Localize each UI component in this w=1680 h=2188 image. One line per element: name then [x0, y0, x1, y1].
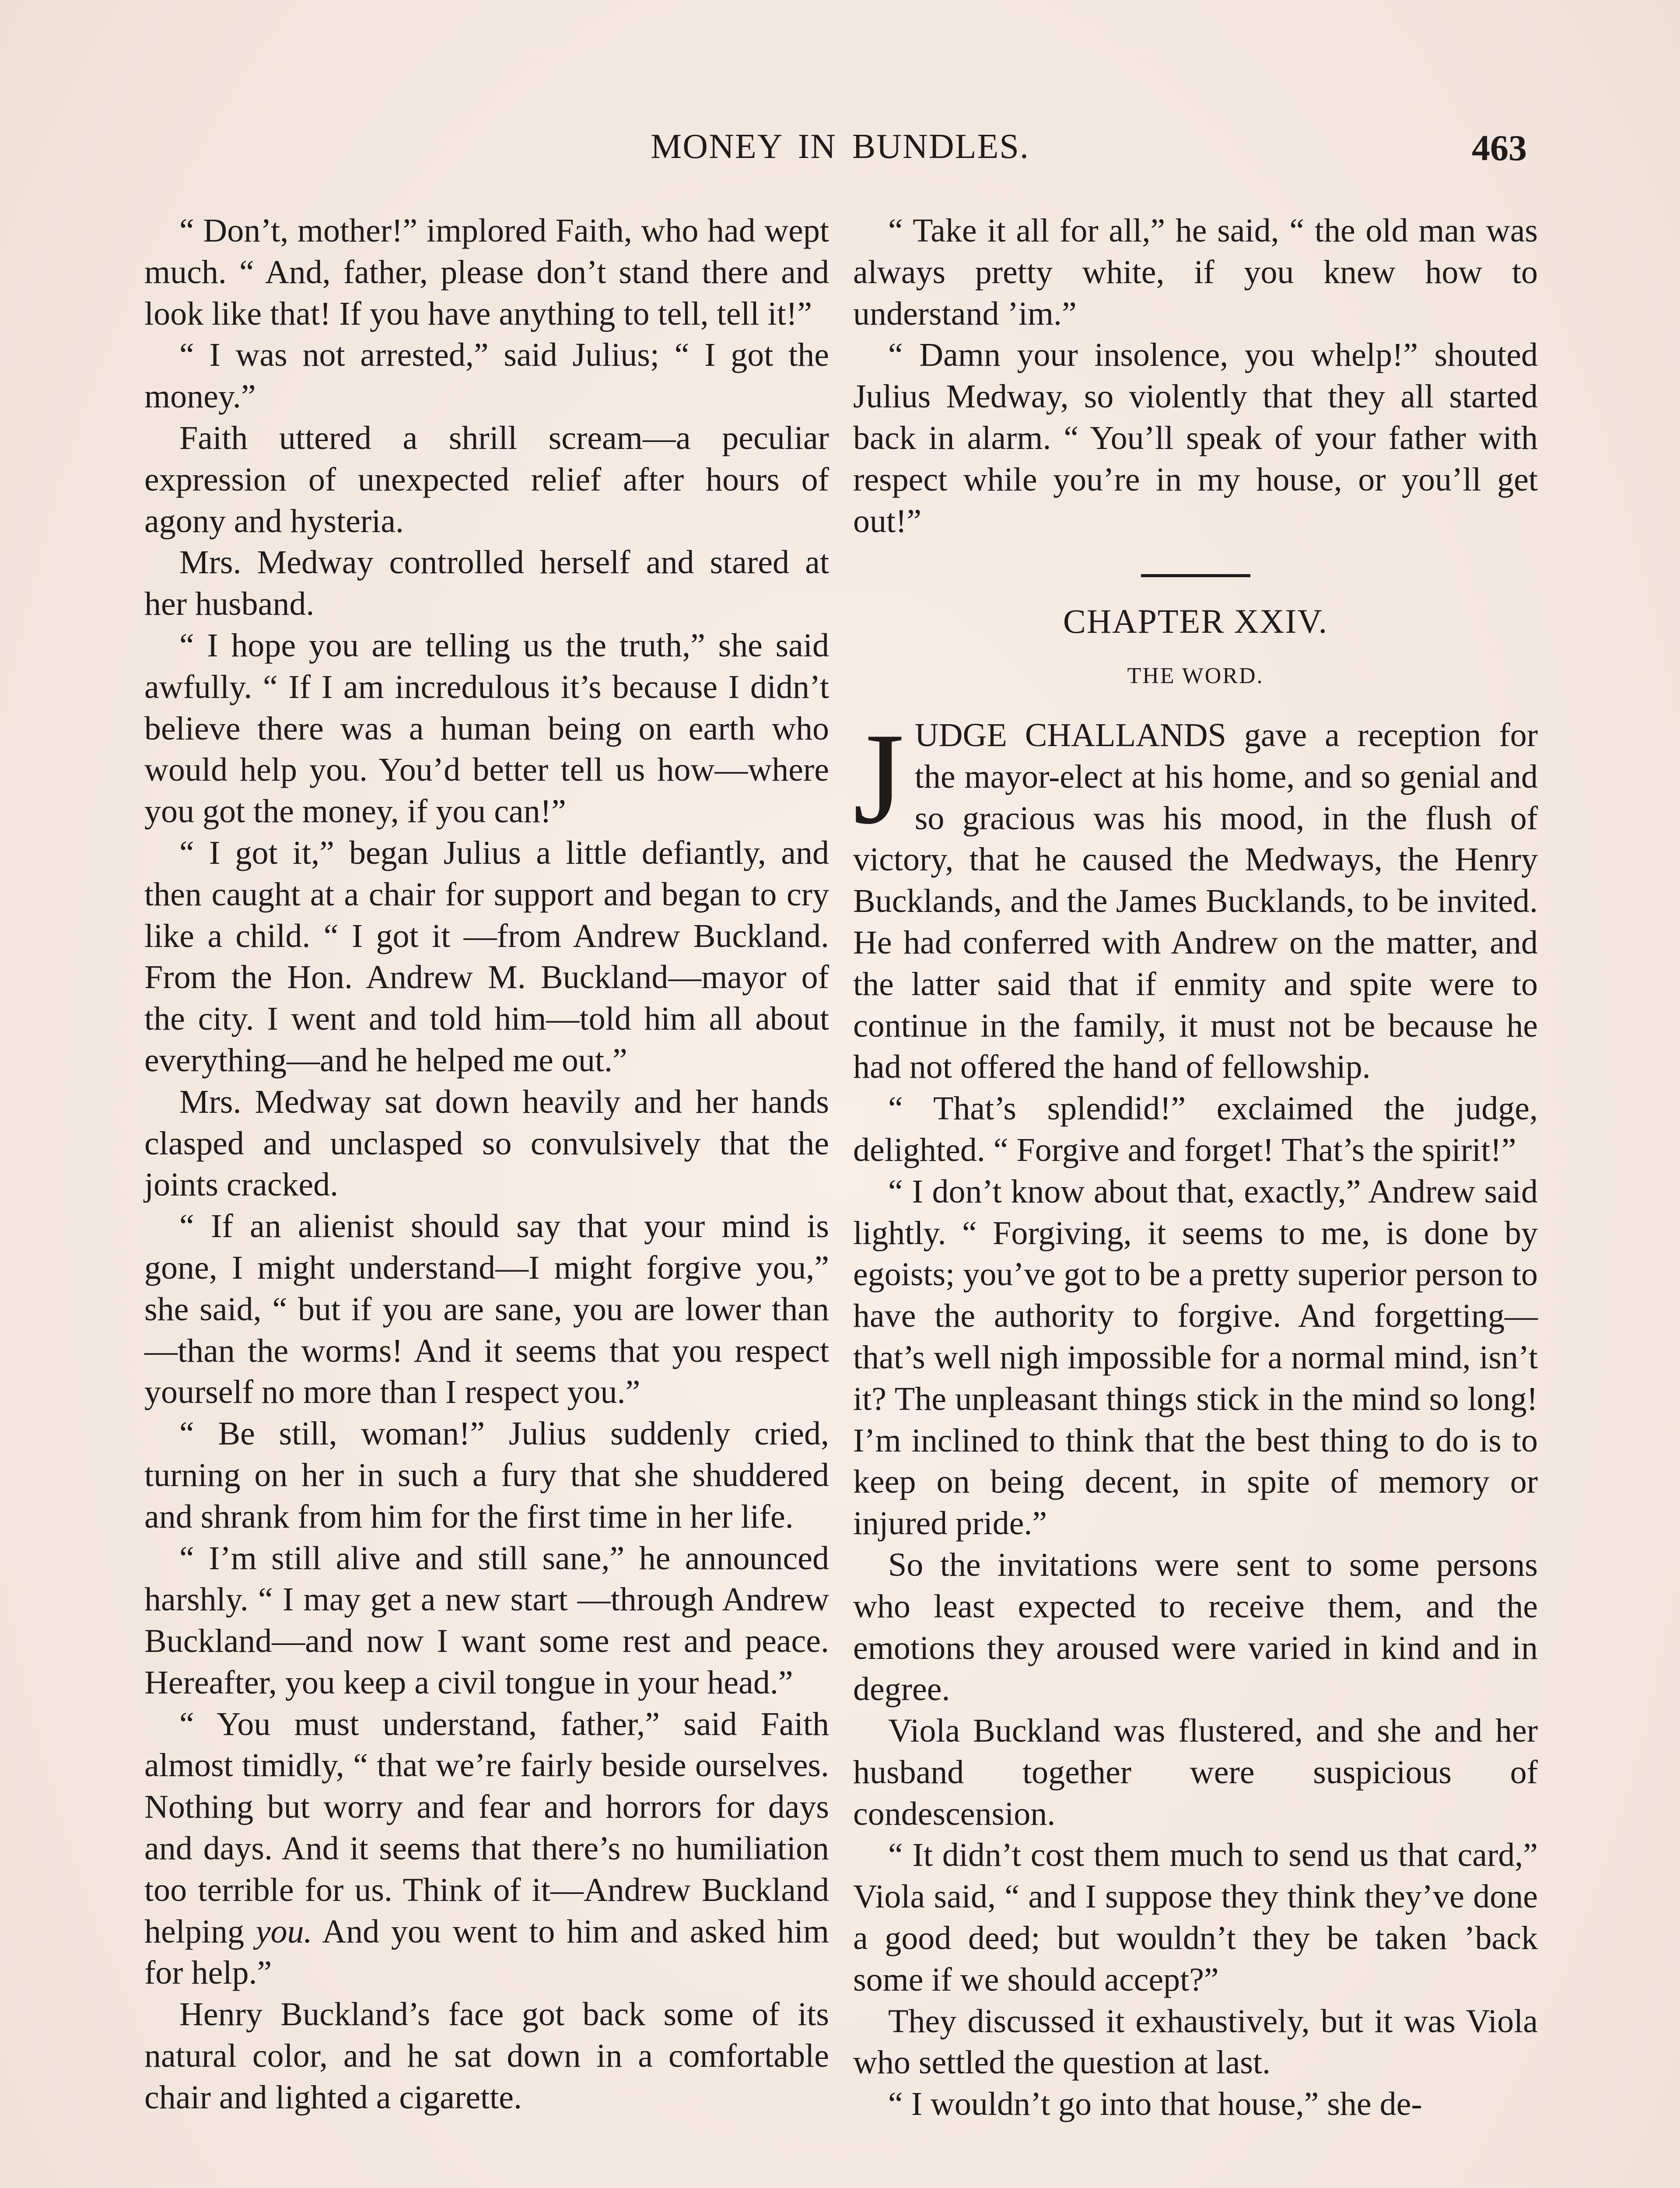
- paragraph: Faith uttered a shrill scream—a peculiar expression of unexpected relief after hours of agony and hysteria.: [144, 419, 829, 540]
- paragraph: Henry Buckland’s face got back some of its natural color, and he sat down in a comfortable chair and lighted a cigarette.: [144, 1996, 829, 2116]
- paragraph: “ I’m still alive and still sane,” he announced harshly. “ I may get a new start —through Andrew Buckland—and now I want some rest and peace. Hereafter, you keep a civil tongue in your head.”: [144, 1539, 829, 1701]
- paragraph: “ I was not arrested,” said Julius; “ I got the money.”: [144, 337, 829, 415]
- paragraph: “ Don’t, mother!” implored Faith, who had wept much. “ And, father, please don’t stand there and look like that! If you have anything to tell, tell it!”: [144, 212, 829, 332]
- emphasis-text: you.: [256, 1913, 312, 1950]
- left-column: [144, 210, 829, 2118]
- paragraph: Mrs. Medway controlled herself and stared at her husband.: [144, 544, 829, 623]
- paragraph: “ Damn your insolence, you whelp!” shouted Julius Medway, so violently that they all started back in alarm. “ You’ll speak of your father with respect while you’re in my house, or you’ll get out!”: [853, 337, 1538, 540]
- paragraph: “ Be still, woman!” Julius suddenly cried, turning on her in such a fury that she shuddered and shrank from him for the first time in her life.: [144, 1415, 829, 1535]
- chapter-subtitle: THE WORD.: [1127, 663, 1264, 689]
- running-title: MONEY IN BUNDLES.: [651, 127, 1029, 166]
- chapter-title: CHAPTER XXIV.: [1063, 602, 1328, 641]
- paragraph: [144, 1704, 829, 1994]
- paragraph-text: “ You must understand, father,” said Faith almost timidly, “ that we’re fairly beside ourselves. Nothing but worry and fear and horrors for days and days. And it seems that there’s no humiliation too terrible for us. Think of it—Andrew Buckland helping: [144, 1705, 829, 1950]
- section-divider: [1141, 574, 1250, 577]
- paragraph: “ I wouldn’t go into that house,” she de-: [888, 2086, 1422, 2123]
- opening-paragraph: [853, 705, 1538, 1088]
- paragraph: Mrs. Medway sat down heavily and her hands clasped and unclasped so convulsively that the joints cracked.: [144, 1083, 829, 1203]
- drop-cap: J: [853, 705, 904, 851]
- paragraph: “ It didn’t cost them much to send us that card,” Viola said, “ and I suppose they think they’ve done a good deed; but wouldn’t they be taken ’back some if we should accept?”: [853, 1837, 1538, 1998]
- paragraph: “ I got it,” began Julius a little defiantly, and then caught at a chair for support and began to cry like a child. “ I got it —from Andrew Buckland. From the Hon. Andrew M. Buckland—mayor of the city. I went and told him—told him all about everything—and he helped me out.”: [144, 834, 829, 1079]
- paragraph: “ I don’t know about that, exactly,” Andrew said lightly. “ Forgiving, it seems to me, is done by egoists; you’ve got to be a pretty superior person to have the authority to forgive. And forgetting—that’s well nigh impossible for a normal mind, isn’t it? The unpleasant things stick in the mind so long! I’m inclined to think that the best thing to do is to keep on being decent, in spite of memory or injured pride.”: [853, 1173, 1538, 1542]
- opening-text: UDGE CHALLANDS gave a reception for the mayor-elect at his home, and so genial and so gracious was his mood, in the flush of victory, that he caused the Medways, the Henry Bucklands, and the James Bucklands, to be invited. He had conferred with Andrew on the matter, and the latter said that if enmity and spite were to continue in the family, it must not be because he had not offered the hand of fellowship.: [853, 716, 1538, 1086]
- paragraph: “ If an alienist should say that your mind is gone, I might understand—I might forgive you,” she said, “ but if you are sane, you are lower than—than the worms! And it seems that you respect yourself no more than I respect you.”: [144, 1208, 829, 1411]
- paragraph: “ I hope you are telling us the truth,” she said awfully. “ If I am incredulous it’s because I didn’t believe there was a human being on earth who would help you. You’d better tell us how—where you got the money, if you can!”: [144, 627, 829, 830]
- paragraph: They discussed it exhaustively, but it was Viola who settled the question at last.: [853, 2002, 1538, 2081]
- paragraph: “ That’s splendid!” exclaimed the judge, delighted. “ Forgive and forget! That’s the spirit!”: [853, 1090, 1538, 1168]
- paragraph-text: And you went to him and asked him for help.”: [144, 1913, 830, 1992]
- paragraph: “ Take it all for all,” he said, “ the old man was always pretty white, if you knew how to understand ’im.”: [853, 212, 1538, 332]
- paragraph: So the invitations were sent to some persons who least expected to receive them, and the emotions they aroused were varied in kind and in degree.: [853, 1546, 1538, 1708]
- page-number: 463: [1472, 128, 1527, 168]
- page-header: [144, 127, 1536, 179]
- paragraph: Viola Buckland was flustered, and she and her husband together were suspicious of condescension.: [853, 1712, 1538, 1832]
- right-column: [853, 210, 1538, 2125]
